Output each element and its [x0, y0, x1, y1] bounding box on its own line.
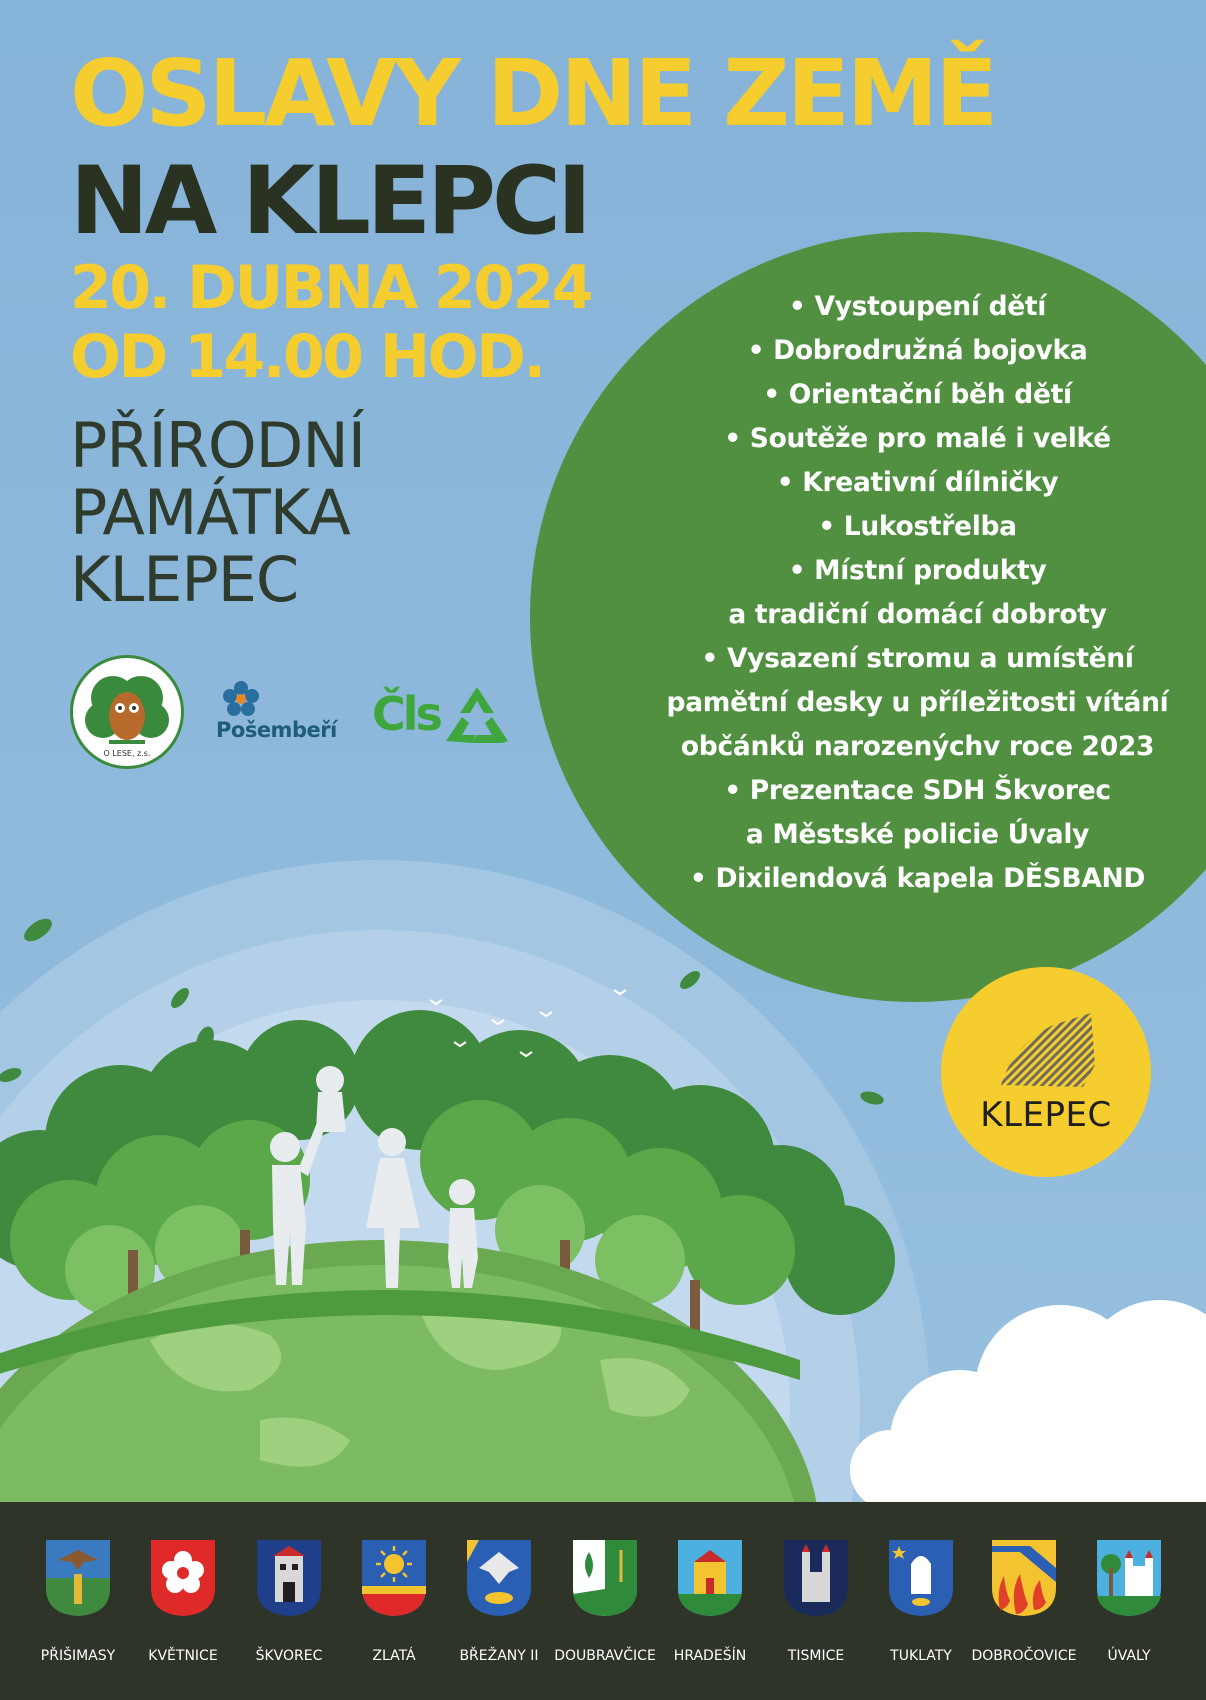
posemberi-logo: [216, 680, 346, 750]
headline-na-klepci: NA KLEPCI: [70, 147, 588, 256]
program-item: • Prezentace SDH Škvorec: [724, 775, 1111, 806]
crest-label: ŠKVOREC: [255, 1648, 323, 1664]
crest-skvorec: [244, 1538, 334, 1668]
crest-label: DOBROČOVICE: [971, 1648, 1077, 1664]
program-item: • Orientační běh dětí: [763, 379, 1072, 410]
crest-label: KVĚTNICE: [148, 1648, 218, 1664]
crest-chapel-icon: [887, 1538, 955, 1618]
program-item: • Lukostřelba: [818, 511, 1017, 542]
crest-label: PŘIŠIMASY: [40, 1648, 116, 1664]
crest-tuklaty: [876, 1538, 966, 1668]
place-line-3: KLEPEC: [70, 543, 299, 616]
flower-icon: [221, 680, 261, 720]
event-date: 20. DUBNA 2024: [70, 253, 591, 323]
crest-church-icon: [782, 1538, 850, 1618]
footer-municipalities: [0, 1502, 1206, 1700]
klepec-badge: [941, 967, 1151, 1177]
crest-tree-castle-icon: [1095, 1538, 1163, 1618]
crest-label: ÚVALY: [1107, 1648, 1151, 1664]
cls-logo: [372, 683, 512, 753]
crest-eagle-fish-icon: [465, 1538, 533, 1618]
posemberi-text: Pošembeří: [216, 718, 337, 742]
crest-hradesin: [665, 1538, 755, 1668]
crest-sun-icon: [360, 1538, 428, 1618]
program-list: [540, 285, 1206, 901]
crest-zlata: [349, 1538, 439, 1668]
crest-kvetnice: [138, 1538, 228, 1668]
o-lese-logo: [70, 655, 184, 769]
crest-tower-icon: [255, 1538, 323, 1618]
crest-label: HRADEŠÍN: [673, 1648, 747, 1664]
cls-text: Čls: [372, 687, 440, 741]
program-item: • Místní produkty: [788, 555, 1047, 586]
headline-oslavy: OSLAVY DNE ZEMĚ: [70, 40, 996, 147]
program-item: • Vystoupení dětí: [788, 291, 1047, 322]
program-item: • Dobrodružná bojovka: [747, 335, 1088, 366]
program-item: a tradiční domácí dobroty: [728, 599, 1107, 630]
place-line-2: PAMÁTKA: [70, 476, 350, 549]
o-lese-caption: O LESE, z.s.: [103, 749, 151, 758]
program-item: • Dixilendová kapela DĚSBAND: [689, 863, 1146, 894]
crest-uvaly: [1084, 1538, 1174, 1668]
crest-label: BŘEŽANY II: [459, 1648, 539, 1664]
crest-label: TUKLATY: [890, 1648, 952, 1664]
crest-rose-icon: [149, 1538, 217, 1618]
program-item: občánků narozenýchv roce 2023: [680, 731, 1155, 762]
crest-prisimasy: [33, 1538, 123, 1668]
program-item: • Kreativní dílničky: [776, 467, 1059, 498]
crest-hawk-wheat-icon: [44, 1538, 112, 1618]
program-item: • Vysazení stromu a umístění: [701, 643, 1134, 674]
crest-oak-wheat-icon: [571, 1538, 639, 1618]
crest-tismice: [771, 1538, 861, 1668]
crest-castle-icon: [676, 1538, 744, 1618]
crest-label: DOUBRAVČICE: [554, 1648, 656, 1664]
crest-dobrocovice: [971, 1538, 1077, 1668]
crest-doubravcice: [554, 1538, 656, 1668]
program-item: a Městské policie Úvaly: [745, 819, 1090, 850]
recycle-icon: [442, 683, 512, 749]
event-time: OD 14.00 HOD.: [70, 322, 544, 392]
crest-label: TISMICE: [787, 1648, 845, 1664]
program-item: pamětní desky u příležitosti vítání: [666, 687, 1169, 718]
crest-brezany: [454, 1538, 544, 1668]
crest-flames-icon: [990, 1538, 1058, 1618]
rock-icon: [993, 1005, 1103, 1095]
crest-label: ZLATÁ: [372, 1648, 416, 1664]
program-item: • Soutěže pro malé i velké: [724, 423, 1111, 454]
badge-label: KLEPEC: [980, 1095, 1112, 1135]
place-line-1: PŘÍRODNÍ: [70, 409, 366, 482]
